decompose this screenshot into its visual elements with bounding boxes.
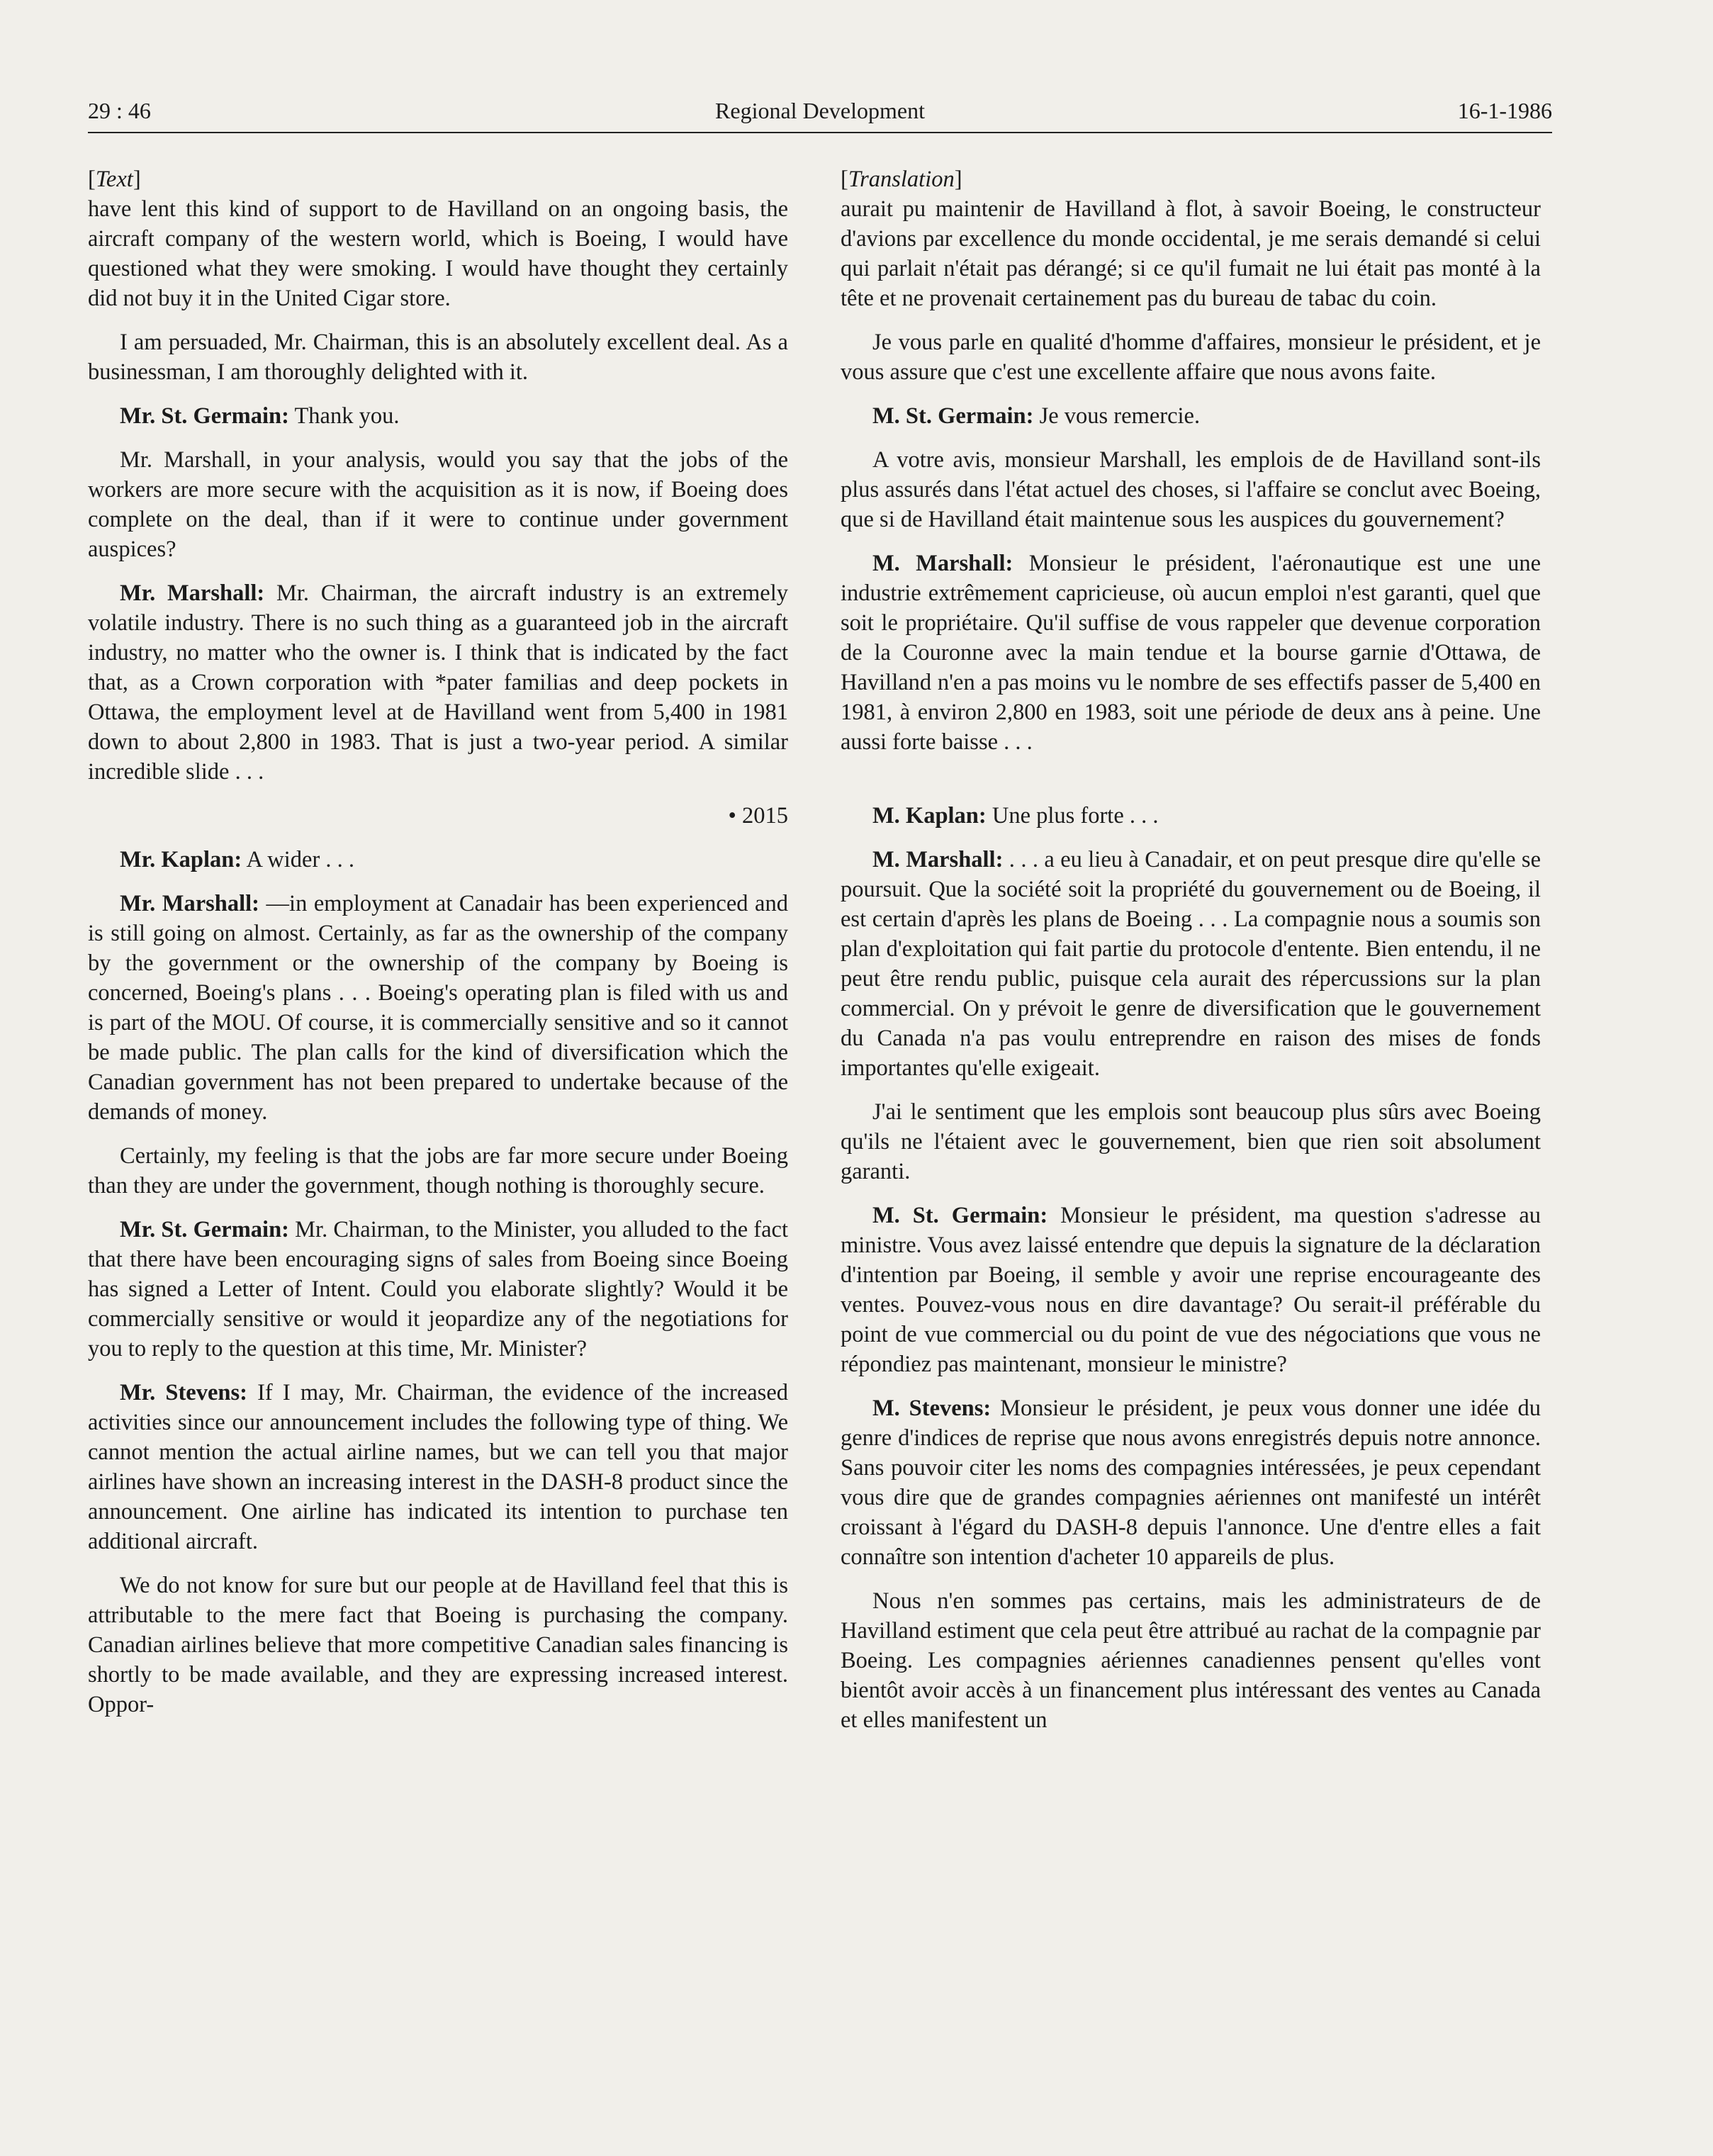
- speaker-name: M. Kaplan:: [872, 803, 987, 829]
- paragraph: A votre avis, monsieur Marshall, les emplois de de Havilland sont-ils plus assurés dans l'état actuel des choses, si l'affaire se conclut avec Boeing, que si de Havilland était maintenue sous les auspices du gouvernement?: [841, 447, 1541, 532]
- paragraph: Mr. Kaplan: A wider . . .: [120, 847, 355, 872]
- paragraph: Mr. St. Germain: Mr. Chairman, to the Minister, you alluded to the fact that there have been encouraging signs of sales from Boeing since Boeing has signed a Letter of Intent. Could you elaborate slightly? Would it be commercially sensitive or would it jeopardize any of the negotiations for you to reply to the question at this time, Mr. Minister?: [88, 1217, 788, 1361]
- speaker-name: Mr. St. Germain:: [120, 403, 289, 429]
- paragraph: Mr. Stevens: If I may, Mr. Chairman, the evidence of the increased activities since our announcement includes the following type of thing. We cannot mention the actual airline names, but we can tell you that major airlines have shown an increasing interest in the DASH-8 product since the announcement. One airline has indicated its intention to purchase ten additional aircraft.: [88, 1380, 788, 1554]
- paragraph: Certainly, my feeling is that the jobs are far more secure under Boeing than they are under the government, though nothing is thoroughly secure.: [88, 1143, 788, 1198]
- paragraph: J'ai le sentiment que les emplois sont beaucoup plus sûrs avec Boeing qu'ils ne l'étaient avec le gouvernement, bien que rien soit absolument garanti.: [841, 1099, 1541, 1184]
- paragraph: M. St. Germain: Je vous remercie.: [872, 403, 1201, 429]
- speaker-name: Mr. Marshall:: [120, 891, 259, 916]
- paragraph: I am persuaded, Mr. Chairman, this is an absolutely excellent deal. As a businessman, I am thoroughly delighted with it.: [88, 330, 788, 385]
- page-number: 29 : 46: [88, 98, 151, 123]
- paragraph: Nous n'en sommes pas certains, mais les administrateurs de de Havilland estiment que cela peut être attribué au rachat de la compagnie par Boeing. Les compagnies aériennes canadiennes pensent qu'elles vont bientôt avoir accès à un financement plus intéressant des ventes au Canada et elles manifestent un: [841, 1588, 1541, 1733]
- speaker-name: Mr. Kaplan:: [120, 847, 242, 872]
- speaker-name: M. Stevens:: [872, 1396, 992, 1421]
- paragraph: We do not know for sure but our people at de Havilland feel that this is attributable to the mere fact that Boeing is purchasing the company. Canadian airlines believe that more competitive Canadian sales financing is shortly to be made available, and they are expressing increased interest. Oppor-: [88, 1573, 788, 1717]
- speaker-name: M. St. Germain:: [872, 403, 1034, 429]
- speaker-name: M. Marshall:: [872, 551, 1013, 576]
- speaker-name: M. Marshall:: [872, 847, 1004, 872]
- speaker-name: Mr. St. Germain:: [120, 1217, 289, 1242]
- column-label: [Translation]: [841, 167, 962, 192]
- paragraph: Mr. Marshall, in your analysis, would you say that the jobs of the workers are more secure with the acquisition as it is now, if Boeing does complete on the deal, than if it were to continue under government auspices?: [88, 447, 788, 562]
- french-column: [841, 164, 1541, 1749]
- speaker-name: Mr. Marshall:: [120, 580, 265, 606]
- paragraph: have lent this kind of support to de Havilland on an ongoing basis, the aircraft company of the western world, which is Boeing, I would have questioned what they were smoking. I would have thought they certainly did not buy it in the United Cigar store.: [88, 196, 788, 311]
- english-column: [88, 164, 788, 1734]
- paragraph: M. St. Germain: Monsieur le président, ma question s'adresse au ministre. Vous avez laissé entendre que depuis la signature de la déclaration d'intention par Boeing, il semble y avoir une reprise encourageante des ventes. Pouvez-vous nous en dire davantage? Ou serait-il préférable du point de vue commercial ou du point de vue des négociations que vous ne répondiez pas maintenant, monsieur le ministre?: [841, 1203, 1541, 1377]
- column-label: [Text]: [88, 167, 141, 192]
- paragraph: aurait pu maintenir de Havilland à flot, à savoir Boeing, le constructeur d'avions par excellence du monde occidental, je me serais demandé si celui qui parlait n'était pas dérangé; si ce qu'il fumait ne lui était pas monté à la tête et ne provenait certainement pas du bureau de tabac du coin.: [841, 196, 1541, 311]
- paragraph: Mr. Marshall: —in employment at Canadair has been experienced and is still going on almost. Certainly, as far as the ownership of the company by the government or the ownership of the company by Boeing is concerned, Boeing's plans . . . Boeing's operating plan is filed with us and is part of the MOU. Of course, it is commercially sensitive and so it cannot be made public. The plan calls for the kind of diversification which the Canadian government has not been prepared to undertake because of the demands of money.: [88, 891, 788, 1125]
- paragraph: M. Marshall: . . . a eu lieu à Canadair, et on peut presque dire qu'elle se poursuit. Que la société soit la propriété du gouvernement ou de Boeing, il est certain d'après les plans de Boeing . . . La compagnie nous a soumis son plan d'exploitation qui fait partie du protocole d'entente. Bien entendu, il ne peut être rendu public, puisque cela aurait des répercussions sur la plan commercial. On y prévoit le genre de diversification que le gouvernement du Canada n'a pas voulu entreprendre en raison des mises de fonds importantes qu'elle exigeait.: [841, 847, 1541, 1081]
- paragraph: Mr. St. Germain: Thank you.: [120, 403, 400, 429]
- paragraph: Je vous parle en qualité d'homme d'affaires, monsieur le président, et je vous assure que c'est une excellente affaire que nous avons faite.: [841, 330, 1541, 385]
- header-title: Regional Development: [715, 98, 925, 123]
- speaker-name: Mr. Stevens:: [120, 1380, 247, 1405]
- speaker-name: M. St. Germain:: [872, 1203, 1048, 1228]
- paragraph: M. Kaplan: Une plus forte . . .: [872, 803, 1159, 829]
- paragraph: M. Marshall: Monsieur le président, l'aéronautique est une une industrie extrêmement capricieuse, où aucun emploi n'est garanti, quel que soit le propriétaire. Qu'il suffise de vous rappeler que devenue corporation de la Couronne avec la main tendue et la bourse garnie d'Ottawa, de Havilland n'en a pas moins vu le nombre de ses effectifs passer de 5,400 en 1981, à environ 2,800 en 1983, soit une période de deux ans à peine. Une aussi forte baisse . . .: [841, 551, 1541, 755]
- time-marker: • 2015: [728, 803, 788, 829]
- running-header: [88, 98, 1552, 133]
- header-date: 16-1-1986: [1457, 98, 1552, 123]
- paragraph: M. Stevens: Monsieur le président, je peux vous donner une idée du genre d'indices de reprise que nous avons enregistrés depuis notre annonce. Sans pouvoir citer les noms des compagnies intéressées, je peux cependant vous dire que de grandes compagnies aériennes ont manifesté un intérêt croissant à l'égard du DASH-8 depuis l'annonce. Une d'entre elles a fait connaître son intention d'acheter 10 appareils de plus.: [841, 1396, 1541, 1570]
- paragraph: Mr. Marshall: Mr. Chairman, the aircraft industry is an extremely volatile industry. There is no such thing as a guaranteed job in the aircraft industry, no matter who the owner is. I think that is indicated by the fact that, as a Crown corporation with *pater familias and deep pockets in Ottawa, the employment level at de Havilland went from 5,400 in 1981 down to about 2,800 in 1983. That is just a two-year period. A similar incredible slide . . .: [88, 580, 788, 785]
